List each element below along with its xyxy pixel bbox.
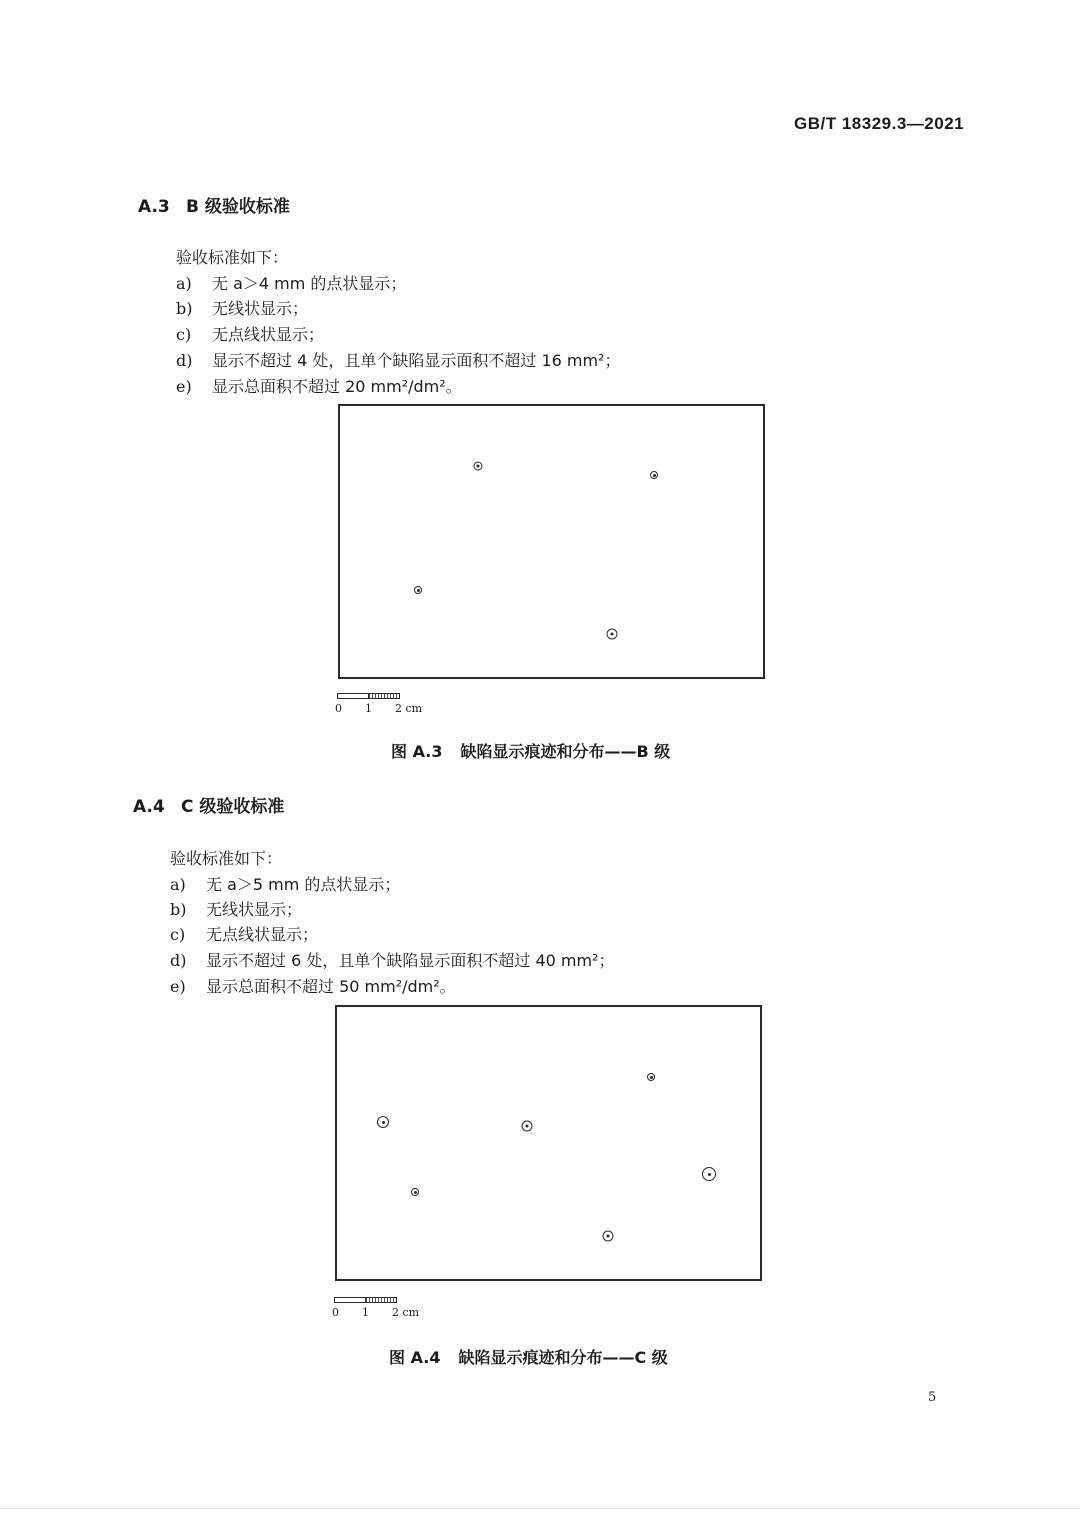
- item-marker: d): [170, 951, 187, 970]
- section-heading-a4: [133, 792, 284, 817]
- criteria-item: [176, 271, 406, 294]
- scale-tick: 2 cm: [395, 702, 423, 715]
- item-marker: c): [176, 325, 192, 344]
- criteria-item: [170, 948, 614, 971]
- item-text: 无线状显示；: [206, 900, 303, 919]
- section-number: A.3: [138, 197, 170, 217]
- item-marker: b): [170, 900, 187, 919]
- item-text: 显示不超过 6 处，且单个缺陷显示面积不超过 40 mm²；: [206, 951, 615, 970]
- criteria-item: [176, 322, 324, 345]
- scale-bar: [334, 1297, 424, 1325]
- criteria-item: [176, 296, 308, 319]
- bottom-rule: [0, 1508, 1080, 1509]
- defect-indication: [377, 1116, 389, 1128]
- figure-title: 缺陷显示痕迹和分布——C 级: [458, 1348, 668, 1367]
- criteria-item: [170, 922, 318, 945]
- section-title: B 级验收标准: [186, 197, 290, 217]
- figure-caption: [389, 1345, 668, 1368]
- defect-distribution-diagram-c: [335, 1005, 762, 1281]
- item-text: 显示总面积不超过 20 mm²/dm²。: [212, 377, 462, 396]
- defect-indication: [702, 1167, 716, 1181]
- criteria-item: [170, 897, 302, 920]
- defect-indication: [607, 629, 618, 640]
- item-marker: a): [170, 875, 186, 894]
- scale-segment: [337, 693, 369, 699]
- defect-distribution-diagram-b: [338, 404, 765, 679]
- defect-indication: [603, 1231, 614, 1242]
- item-marker: a): [176, 274, 192, 293]
- scale-segment: [334, 1297, 366, 1303]
- item-text: 显示不超过 4 处，且单个缺陷显示面积不超过 16 mm²；: [212, 351, 621, 370]
- item-marker: b): [176, 299, 193, 318]
- item-text: 无点线状显示；: [212, 325, 325, 344]
- scale-tick: 1: [362, 1306, 369, 1319]
- item-text: 无 a＞5 mm 的点状显示；: [206, 875, 401, 894]
- scale-bar: [337, 693, 427, 721]
- figure-title: 缺陷显示痕迹和分布——B 级: [460, 742, 671, 761]
- item-marker: c): [170, 925, 186, 944]
- item-text: 无点线状显示；: [206, 925, 319, 944]
- criteria-item: [176, 348, 620, 371]
- figure-number: 图 A.4: [389, 1348, 441, 1367]
- item-marker: d): [176, 351, 193, 370]
- item-text: 无线状显示；: [212, 299, 309, 318]
- scale-segment: [368, 693, 400, 699]
- scale-tick: 0: [335, 702, 342, 715]
- defect-indication: [647, 1073, 655, 1081]
- figure-caption: [391, 739, 670, 762]
- criteria-intro: 验收标准如下：: [176, 248, 289, 267]
- defect-indication: [522, 1121, 533, 1132]
- section-title: C 级验收标准: [181, 797, 285, 817]
- standard-number: GB/T 18329.3—2021: [794, 114, 965, 133]
- criteria-item: [170, 872, 400, 895]
- item-text: 无 a＞4 mm 的点状显示；: [212, 274, 407, 293]
- scale-tick: 0: [332, 1306, 339, 1319]
- scale-tick: 2 cm: [392, 1306, 420, 1319]
- scale-segment: [365, 1297, 397, 1303]
- section-heading-a3: [138, 192, 290, 217]
- criteria-intro: 验收标准如下：: [170, 849, 283, 868]
- page-number: 5: [928, 1390, 937, 1405]
- scale-tick: 1: [365, 702, 372, 715]
- item-marker: e): [176, 377, 192, 396]
- criteria-item: [170, 974, 456, 997]
- defect-indication: [650, 471, 658, 479]
- defect-indication: [474, 462, 483, 471]
- item-marker: e): [170, 977, 186, 996]
- defect-indication: [411, 1188, 419, 1196]
- section-number: A.4: [133, 797, 165, 817]
- criteria-item: [176, 374, 462, 397]
- figure-number: 图 A.3: [391, 742, 443, 761]
- item-text: 显示总面积不超过 50 mm²/dm²。: [206, 977, 456, 996]
- defect-indication: [414, 586, 422, 594]
